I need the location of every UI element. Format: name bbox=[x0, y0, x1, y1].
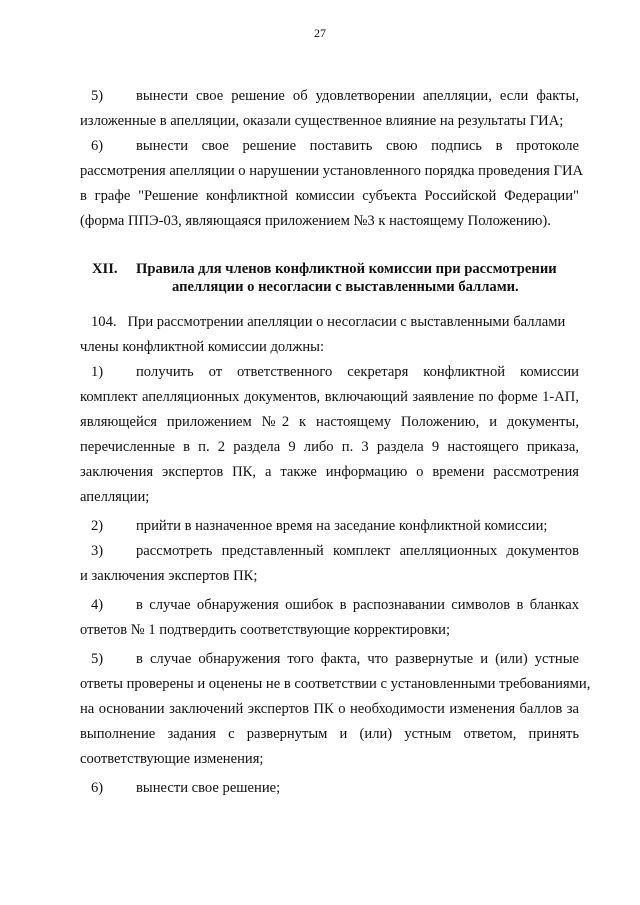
list-item-number: 4) bbox=[91, 597, 104, 613]
list-item-text: ответов № 1 подтвердить соответствующие корректировки; bbox=[80, 622, 451, 638]
list-item-number: 3) bbox=[91, 543, 104, 559]
page-number: 27 bbox=[314, 26, 326, 40]
section-title-line2: апелляции о несогласии с выставленными баллами. bbox=[172, 279, 519, 295]
list-item-number: 6) bbox=[91, 780, 104, 796]
section-title-line1: Правила для членов конфликтной комиссии при рассмотрении bbox=[136, 261, 557, 277]
list-item-text: заключения экспертов ПК, а также информацию о времени рассмотрения bbox=[80, 464, 579, 480]
list-item-text: комплект апелляционных документов, включающий заявление по форме 1-АП, bbox=[80, 389, 579, 405]
list-item-text: перечисленные в п. 2 раздела 9 либо п. 3 раздела 9 настоящего приказа, bbox=[80, 439, 579, 455]
list-item-number: 1) bbox=[91, 364, 104, 380]
list-item-text: вынести свое решение поставить свою подпись в протоколе bbox=[136, 138, 579, 154]
list-item-text: вынести свое решение; bbox=[136, 780, 281, 796]
paragraph-104-line1: 104. При рассмотрении апелляции о несогласии с выставленными баллами bbox=[91, 314, 566, 330]
list-item-text: вынести свое решение об удовлетворении апелляции, если факты, bbox=[136, 88, 579, 104]
list-item-number: 6) bbox=[91, 138, 104, 154]
list-item-text: и заключения экспертов ПК; bbox=[80, 568, 258, 584]
list-item-text: в графе "Решение конфликтной комиссии субъекта Российской Федерации" bbox=[80, 188, 579, 204]
paragraph-104-line2: члены конфликтной комиссии должны: bbox=[80, 339, 325, 355]
list-item-text: (форма ППЭ-03, являющаяся приложением №3 к настоящему Положению). bbox=[80, 213, 551, 229]
section-number: XII. bbox=[92, 261, 118, 277]
list-item-number: 5) bbox=[91, 651, 104, 667]
list-item-text: изложенные в апелляции, оказали существенное влияние на результаты ГИА; bbox=[80, 113, 564, 129]
list-item-text: на основании заключений экспертов ПК о необходимости изменения баллов за bbox=[80, 701, 579, 717]
list-item-text: рассмотрения апелляции о нарушении установленного порядка проведения ГИА bbox=[80, 163, 584, 179]
list-item-text: прийти в назначенное время на заседание конфликтной комиссии; bbox=[136, 518, 548, 534]
list-item-text: соответствующие изменения; bbox=[80, 751, 264, 767]
list-item-text: в случае обнаружения того факта, что развернутые и (или) устные bbox=[136, 651, 579, 667]
list-item-text: рассмотреть представленный комплект апелляционных документов bbox=[136, 543, 579, 559]
list-item-text: являющейся приложением №2 к настоящему Положению, и документы, bbox=[80, 414, 579, 430]
list-item-number: 2) bbox=[91, 518, 104, 534]
list-item-text: в случае обнаружения ошибок в распознавании символов в бланках bbox=[136, 597, 579, 613]
list-item-text: выполнение задания с развернутым и (или) устным ответом, принять bbox=[80, 726, 579, 742]
list-item-text: апелляции; bbox=[80, 489, 150, 505]
list-item-text: ответы проверены и оценены не в соответствии с установленными требованиями, bbox=[80, 676, 591, 692]
list-item-text: получить от ответственного секретаря конфликтной комиссии bbox=[136, 364, 579, 380]
list-item-number: 5) bbox=[91, 88, 104, 104]
